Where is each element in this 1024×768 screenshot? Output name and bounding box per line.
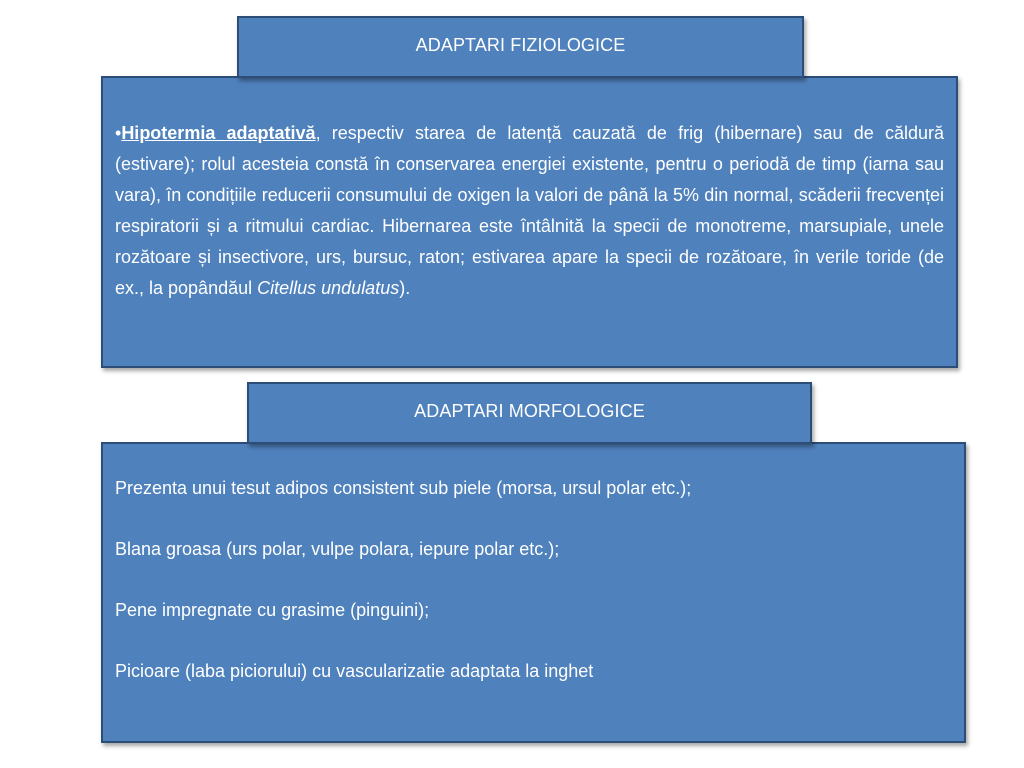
morphological-adaptations-header [247,382,812,444]
list-item: Prezenta unui tesut adipos consistent sub piele (morsa, ursul polar etc.); [115,478,692,498]
morphological-adaptations-list [115,476,952,720]
paragraph-closing: ). [399,278,411,298]
species-name: Citellus undulatus [257,278,400,298]
physiological-adaptations-title: ADAPTARI FIZIOLOGICE [415,34,626,55]
physiological-adaptations-header [237,16,804,78]
morphological-adaptations-box [101,442,966,743]
morphological-adaptations-title: ADAPTARI MORFOLOGICE [414,400,645,421]
hypothermia-paragraph [115,118,944,304]
hypothermia-term: Hipotermia adaptativă [121,123,316,143]
physiological-adaptations-box [101,76,958,368]
list-item: Blana groasa (urs polar, vulpe polara, iepure polar etc.); [115,539,560,559]
bullet: • [115,123,122,143]
list-item: Picioare (laba piciorului) cu vascularizatie adaptata la inghet [115,661,594,681]
list-item: Pene impregnate cu grasime (pinguini); [115,600,430,620]
hypothermia-description: , respectiv starea de latență cauzată de frig (hibernare) sau de căldură (estivare); rolul acesteia constă în conservarea energiei existente, pentru o periodă de timp (iarna sau vara), în condițiile reducerii consumului de oxigen la valori de până la 5% din normal, scăderii frecvenței respiratorii și a ritmului cardiac. Hibernarea este întâlnită la specii de monotreme, marsupiale, unele rozătoare și insectivore, urs, bursuc, raton; estivarea apare la specii de rozătoare, în verile toride (de ex., la popândăul [115,123,944,298]
